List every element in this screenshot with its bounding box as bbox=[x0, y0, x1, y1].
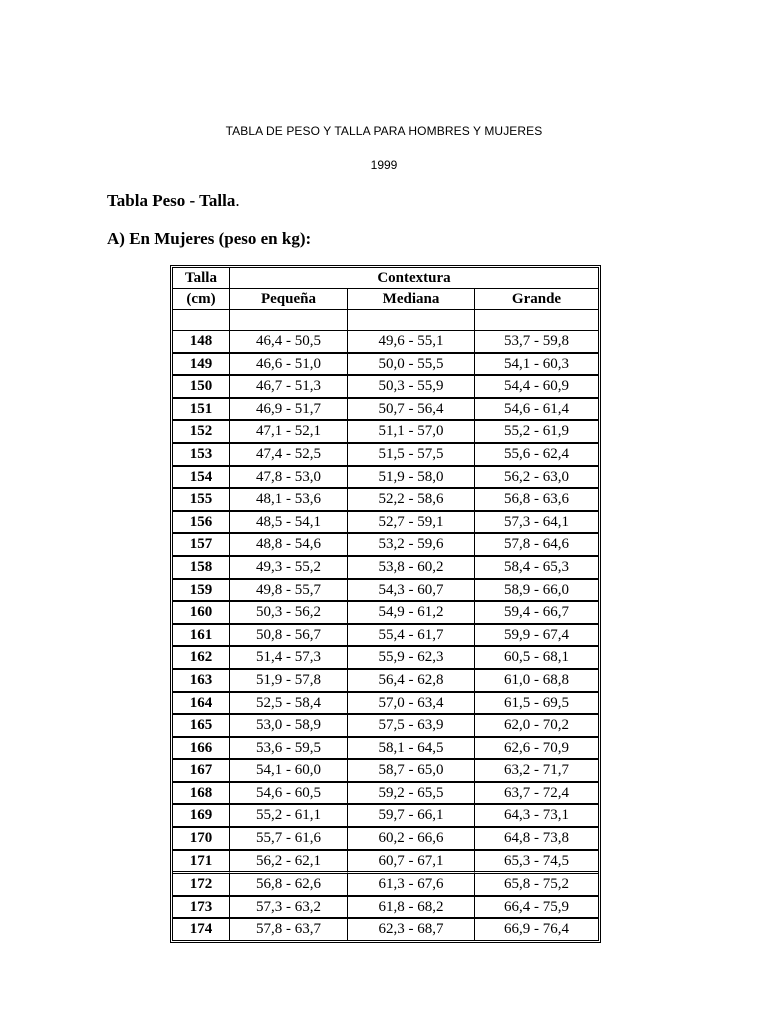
cell-talla: 165 bbox=[173, 715, 230, 738]
main-heading bbox=[107, 191, 240, 211]
cell-talla: 157 bbox=[173, 534, 230, 557]
header-talla: Talla bbox=[173, 268, 230, 289]
cell-large: 63,7 - 72,4 bbox=[475, 783, 598, 806]
table-row bbox=[173, 489, 598, 512]
cell-small: 55,7 - 61,6 bbox=[230, 828, 348, 851]
cell-medium: 55,9 - 62,3 bbox=[348, 647, 475, 670]
cell-medium: 50,0 - 55,5 bbox=[348, 354, 475, 377]
table-row bbox=[173, 738, 598, 761]
cell-large: 59,9 - 67,4 bbox=[475, 625, 598, 648]
cell-small: 47,1 - 52,1 bbox=[230, 421, 348, 444]
table-row bbox=[173, 851, 598, 875]
table-row bbox=[173, 557, 598, 580]
cell-large: 56,8 - 63,6 bbox=[475, 489, 598, 512]
cell-large: 55,6 - 62,4 bbox=[475, 444, 598, 467]
cell-small: 49,8 - 55,7 bbox=[230, 580, 348, 603]
cell-large: 54,6 - 61,4 bbox=[475, 399, 598, 422]
cell-medium: 58,7 - 65,0 bbox=[348, 760, 475, 783]
cell-talla: 171 bbox=[173, 851, 230, 875]
table-row bbox=[173, 805, 598, 828]
table-row bbox=[173, 919, 598, 940]
cell-large: 57,3 - 64,1 bbox=[475, 512, 598, 535]
cell-medium: 52,2 - 58,6 bbox=[348, 489, 475, 512]
table-row bbox=[173, 760, 598, 783]
cell-talla: 161 bbox=[173, 625, 230, 648]
cell-large: 57,8 - 64,6 bbox=[475, 534, 598, 557]
table-row bbox=[173, 399, 598, 422]
table-row bbox=[173, 783, 598, 806]
cell-medium: 50,7 - 56,4 bbox=[348, 399, 475, 422]
cell-medium: 56,4 - 62,8 bbox=[348, 670, 475, 693]
document-year: 1999 bbox=[370, 158, 398, 172]
cell-medium: 54,9 - 61,2 bbox=[348, 602, 475, 625]
cell-large: 55,2 - 61,9 bbox=[475, 421, 598, 444]
cell-small: 57,3 - 63,2 bbox=[230, 897, 348, 920]
table-row bbox=[173, 421, 598, 444]
table-row bbox=[173, 625, 598, 648]
weight-height-table-container bbox=[172, 267, 597, 941]
cell-talla: 169 bbox=[173, 805, 230, 828]
weight-height-table bbox=[172, 267, 599, 941]
cell-small: 54,1 - 60,0 bbox=[230, 760, 348, 783]
table-row bbox=[173, 512, 598, 535]
cell-medium: 51,1 - 57,0 bbox=[348, 421, 475, 444]
table-header-row-1 bbox=[173, 268, 598, 289]
table-row bbox=[173, 874, 598, 897]
cell-large: 56,2 - 63,0 bbox=[475, 467, 598, 490]
table-row bbox=[173, 897, 598, 920]
cell-small: 46,9 - 51,7 bbox=[230, 399, 348, 422]
table-row bbox=[173, 354, 598, 377]
cell-medium: 61,3 - 67,6 bbox=[348, 874, 475, 897]
cell-medium: 60,2 - 66,6 bbox=[348, 828, 475, 851]
cell-talla: 148 bbox=[173, 331, 230, 354]
cell-large: 60,5 - 68,1 bbox=[475, 647, 598, 670]
cell-medium: 60,7 - 67,1 bbox=[348, 851, 475, 875]
table-row bbox=[173, 828, 598, 851]
table-row bbox=[173, 444, 598, 467]
cell-medium: 49,6 - 55,1 bbox=[348, 331, 475, 354]
main-heading-tail: . bbox=[235, 191, 240, 210]
header-contextura: Contextura bbox=[230, 268, 598, 289]
cell-small: 53,0 - 58,9 bbox=[230, 715, 348, 738]
cell-small: 47,8 - 53,0 bbox=[230, 467, 348, 490]
cell-small: 57,8 - 63,7 bbox=[230, 919, 348, 940]
cell-large: 59,4 - 66,7 bbox=[475, 602, 598, 625]
cell-large: 66,4 - 75,9 bbox=[475, 897, 598, 920]
table-body bbox=[173, 310, 598, 940]
table-row bbox=[173, 331, 598, 354]
cell-medium: 57,5 - 63,9 bbox=[348, 715, 475, 738]
section-heading: A) En Mujeres (peso en kg): bbox=[107, 229, 312, 248]
cell-large: 64,8 - 73,8 bbox=[475, 828, 598, 851]
cell-small: 46,4 - 50,5 bbox=[230, 331, 348, 354]
cell-medium: 59,7 - 66,1 bbox=[348, 805, 475, 828]
cell-small: 48,1 - 53,6 bbox=[230, 489, 348, 512]
cell-medium: 62,3 - 68,7 bbox=[348, 919, 475, 940]
cell-small: 49,3 - 55,2 bbox=[230, 557, 348, 580]
cell-talla: 160 bbox=[173, 602, 230, 625]
header-medium: Mediana bbox=[348, 289, 475, 310]
cell-talla: 158 bbox=[173, 557, 230, 580]
cell-medium: 57,0 - 63,4 bbox=[348, 693, 475, 716]
table-row bbox=[173, 467, 598, 490]
header-small: Pequeña bbox=[230, 289, 348, 310]
cell-talla: 163 bbox=[173, 670, 230, 693]
cell-medium: 51,9 - 58,0 bbox=[348, 467, 475, 490]
cell-large: 53,7 - 59,8 bbox=[475, 331, 598, 354]
cell-large: 63,2 - 71,7 bbox=[475, 760, 598, 783]
cell-small: 48,8 - 54,6 bbox=[230, 534, 348, 557]
table-row bbox=[173, 647, 598, 670]
cell-talla: 154 bbox=[173, 467, 230, 490]
cell-talla: 151 bbox=[173, 399, 230, 422]
cell-small: 48,5 - 54,1 bbox=[230, 512, 348, 535]
cell-medium: 61,8 - 68,2 bbox=[348, 897, 475, 920]
cell-small: 56,8 - 62,6 bbox=[230, 874, 348, 897]
cell-medium: 54,3 - 60,7 bbox=[348, 580, 475, 603]
cell-small: 50,8 - 56,7 bbox=[230, 625, 348, 648]
header-unit: (cm) bbox=[173, 289, 230, 310]
cell-large: 58,4 - 65,3 bbox=[475, 557, 598, 580]
cell-small: 52,5 - 58,4 bbox=[230, 693, 348, 716]
table-row bbox=[173, 715, 598, 738]
cell-small: 56,2 - 62,1 bbox=[230, 851, 348, 875]
cell-talla: 173 bbox=[173, 897, 230, 920]
cell-small: 55,2 - 61,1 bbox=[230, 805, 348, 828]
cell-small: 47,4 - 52,5 bbox=[230, 444, 348, 467]
cell-medium: 52,7 - 59,1 bbox=[348, 512, 475, 535]
cell-large: 61,0 - 68,8 bbox=[475, 670, 598, 693]
table-header-row-2 bbox=[173, 289, 598, 310]
cell-medium: 53,2 - 59,6 bbox=[348, 534, 475, 557]
cell-large: 65,3 - 74,5 bbox=[475, 851, 598, 875]
cell-medium: 55,4 - 61,7 bbox=[348, 625, 475, 648]
cell-small: 53,6 - 59,5 bbox=[230, 738, 348, 761]
cell-large: 64,3 - 73,1 bbox=[475, 805, 598, 828]
cell-medium: 59,2 - 65,5 bbox=[348, 783, 475, 806]
cell-talla: 153 bbox=[173, 444, 230, 467]
cell-talla: 166 bbox=[173, 738, 230, 761]
table-row bbox=[173, 693, 598, 716]
cell-medium: 50,3 - 55,9 bbox=[348, 376, 475, 399]
cell-talla: 159 bbox=[173, 580, 230, 603]
cell-large: 54,1 - 60,3 bbox=[475, 354, 598, 377]
header-large: Grande bbox=[475, 289, 598, 310]
cell-talla: 174 bbox=[173, 919, 230, 940]
cell-small: 51,9 - 57,8 bbox=[230, 670, 348, 693]
table-gap bbox=[173, 310, 598, 331]
table-row bbox=[173, 580, 598, 603]
main-heading-bold: Tabla Peso - Talla bbox=[107, 191, 236, 210]
cell-talla: 152 bbox=[173, 421, 230, 444]
cell-small: 50,3 - 56,2 bbox=[230, 602, 348, 625]
cell-talla: 155 bbox=[173, 489, 230, 512]
cell-large: 58,9 - 66,0 bbox=[475, 580, 598, 603]
cell-talla: 172 bbox=[173, 874, 230, 897]
cell-large: 66,9 - 76,4 bbox=[504, 921, 569, 938]
cell-small: 54,6 - 60,5 bbox=[230, 783, 348, 806]
cell-large: 62,6 - 70,9 bbox=[475, 738, 598, 761]
cell-small: 51,4 - 57,3 bbox=[230, 647, 348, 670]
cell-talla: 150 bbox=[173, 376, 230, 399]
document-title: TABLA DE PESO Y TALLA PARA HOMBRES Y MUJERES bbox=[225, 124, 543, 138]
cell-large: 54,4 - 60,9 bbox=[475, 376, 598, 399]
cell-large: 65,8 - 75,2 bbox=[475, 874, 598, 897]
cell-large: 61,5 - 69,5 bbox=[475, 693, 598, 716]
table-row bbox=[173, 376, 598, 399]
cell-medium: 51,5 - 57,5 bbox=[348, 444, 475, 467]
cell-medium: 58,1 - 64,5 bbox=[348, 738, 475, 761]
cell-small: 46,7 - 51,3 bbox=[230, 376, 348, 399]
cell-talla: 168 bbox=[173, 783, 230, 806]
cell-talla: 149 bbox=[173, 354, 230, 377]
table-row bbox=[173, 534, 598, 557]
table-row bbox=[173, 670, 598, 693]
cell-talla: 170 bbox=[173, 828, 230, 851]
table-row bbox=[173, 602, 598, 625]
cell-talla: 164 bbox=[173, 693, 230, 716]
cell-talla: 167 bbox=[173, 760, 230, 783]
cell-medium: 53,8 - 60,2 bbox=[348, 557, 475, 580]
cell-talla: 162 bbox=[173, 647, 230, 670]
cell-talla: 156 bbox=[173, 512, 230, 535]
cell-large: 62,0 - 70,2 bbox=[475, 715, 598, 738]
cell-small: 46,6 - 51,0 bbox=[230, 354, 348, 377]
